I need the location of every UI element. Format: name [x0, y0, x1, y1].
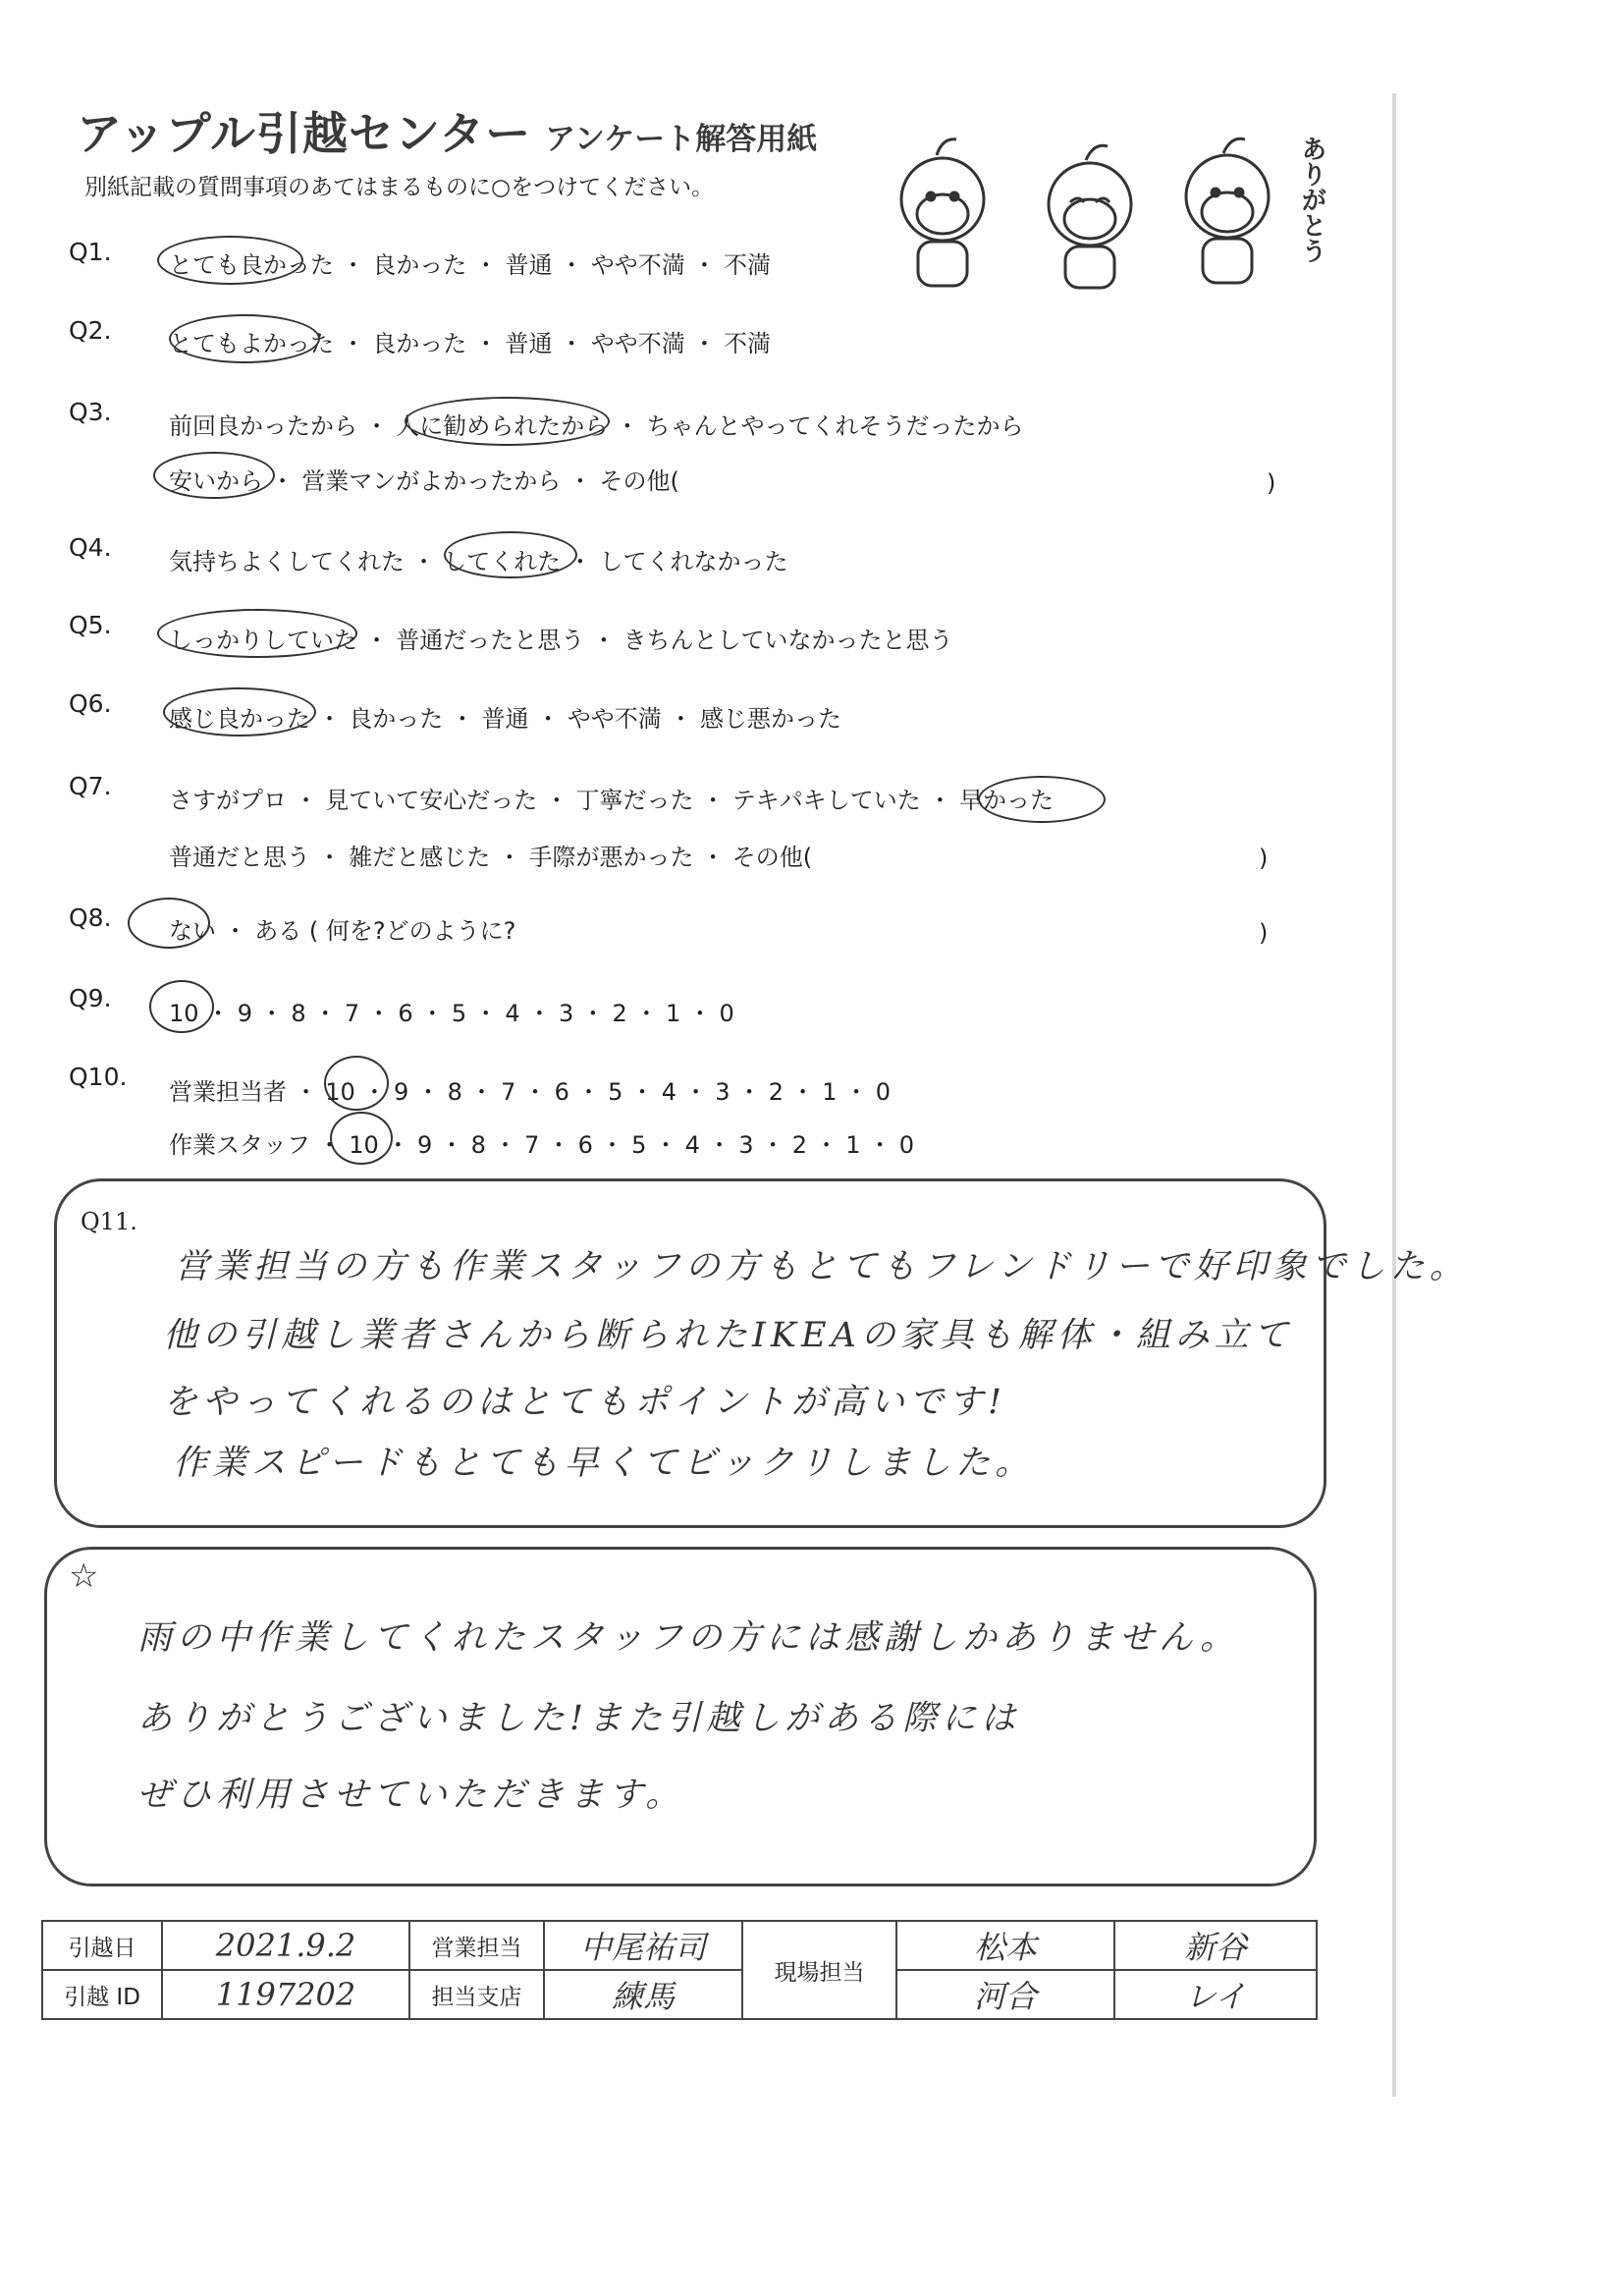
note-line-2: ありがとうございました!また引越しがある際には	[137, 1699, 1021, 1738]
q10-label: Q10.	[69, 1063, 128, 1091]
note-line-3: ぜひ利用させていただきます。	[137, 1776, 685, 1815]
q8-label: Q8.	[69, 903, 112, 932]
page-edge-shadow	[1392, 93, 1396, 2097]
site-staff-1: 松本	[896, 1921, 1114, 1970]
q7-close-paren: )	[1259, 845, 1269, 872]
q4-options: 気持ちよくしてくれた ・ してくれた ・ してくれなかった	[169, 548, 788, 575]
monkey-icon	[901, 139, 984, 286]
q11-label: Q11.	[81, 1208, 137, 1235]
q11-line-3: をやってくれるのはとてもポイントが高いです!	[163, 1383, 1007, 1422]
q10-sales-scale: 営業担当者 ・ 10 ・ 9 ・ 8 ・ 7 ・ 6 ・ 5 ・ 4 ・ 3 ・ 2 ・ 1 ・ 0	[169, 1078, 892, 1106]
q6-answer-circle	[163, 687, 316, 737]
q11-line-1: 営業担当の方も作業スタッフの方もとてもフレンドリーで好印象でした。	[175, 1247, 1469, 1286]
q11-line-2: 他の引越し業者さんから断られたIKEAの家具も解体・組み立て	[163, 1316, 1293, 1355]
q5-answer-circle	[157, 609, 357, 658]
form-title: アンケート解答用紙	[545, 122, 818, 157]
branch-label: 担当支店	[409, 1970, 544, 2019]
site-staff-2: 新谷	[1114, 1921, 1317, 1970]
move-id-value: 1197202	[162, 1970, 409, 2019]
monkey-icon	[1049, 145, 1131, 288]
q8-answer-circle	[128, 898, 210, 949]
q5-label: Q5.	[69, 611, 112, 639]
branch-value: 練馬	[544, 1970, 742, 2019]
q4-label: Q4.	[69, 533, 112, 562]
move-id-label: 引越 ID	[42, 1970, 162, 2019]
q3-answer-circle-2	[153, 452, 275, 499]
q4-answer-circle	[444, 531, 577, 578]
move-info-table	[41, 1920, 1318, 2020]
instruction-text: 別紙記載の質問事項のあてはまるものに○をつけてください。	[84, 175, 715, 200]
q3-label: Q3.	[69, 398, 112, 426]
q5-options: しっかりしていた ・ 普通だったと思う ・ きちんとしていなかったと思う	[169, 627, 953, 654]
monkey-icon	[1186, 138, 1269, 283]
move-date-label: 引越日	[42, 1921, 162, 1970]
q6-label: Q6.	[69, 689, 112, 718]
q7-options-line1: さすがプロ ・ 見ていて安心だった ・ 丁寧だった ・ テキパキしていた ・ 早かった	[169, 787, 1055, 814]
q3-answer-circle	[405, 397, 610, 446]
q2-answer-circle	[169, 314, 320, 363]
q7-options-line2: 普通だと思う ・ 雑だと感じた ・ 手際が悪かった ・ その他(	[169, 844, 813, 871]
q1-label: Q1.	[69, 238, 112, 266]
q1-options: とても良かった ・ 良かった ・ 普通 ・ やや不満 ・ 不満	[169, 251, 772, 279]
sales-rep-label: 営業担当	[409, 1921, 544, 1970]
sales-rep-name: 中尾祐司	[544, 1921, 742, 1970]
q7-label: Q7.	[69, 772, 112, 800]
q3-close-paren: )	[1267, 469, 1276, 497]
q9-scale: 10 ・ 9 ・ 8 ・ 7 ・ 6 ・ 5 ・ 4 ・ 3 ・ 2 ・ 1 ・ 0	[169, 1000, 734, 1027]
brand-logo-text: アップル引越センター	[77, 107, 532, 160]
q10-staff-scale: 作業スタッフ ・ 10 ・ 9 ・ 8 ・ 7 ・ 6 ・ 5 ・ 4 ・ 3 ・ 2 ・ 1 ・ 0	[169, 1131, 915, 1159]
q10-sales-answer-circle	[324, 1056, 389, 1111]
q3-options-line1: 前回良かったから ・ 人に勧められたから ・ ちゃんとやってくれそうだったから	[169, 412, 1024, 440]
q2-options: とてもよかった ・ 良かった ・ 普通 ・ やや不満 ・ 不満	[169, 330, 772, 357]
q6-options: 感じ良かった ・ 良かった ・ 普通 ・ やや不満 ・ 感じ悪かった	[169, 705, 842, 733]
site-staff-4: レイ	[1114, 1970, 1317, 2019]
q8-options: ない ・ ある ( 何を?どのように?	[169, 917, 516, 945]
site-staff-3: 河合	[896, 1970, 1114, 2019]
q11-line-4: 作業スピードもとても早くてビックリしました。	[173, 1444, 1035, 1483]
q1-answer-circle	[157, 236, 303, 285]
q7-answer-circle	[978, 776, 1106, 823]
mascot-arigatou-text: ありがとう	[1297, 136, 1326, 263]
q10-staff-answer-circle	[330, 1112, 393, 1165]
q9-label: Q9.	[69, 984, 112, 1012]
q2-label: Q2.	[69, 316, 112, 345]
monkey-mascots-illustration	[874, 116, 1335, 302]
star-icon: ☆	[69, 1557, 99, 1596]
site-staff-label: 現場担当	[742, 1921, 896, 2019]
q3-options-line2: 安いから ・ 営業マンがよかったから ・ その他(	[169, 467, 679, 495]
brand-header	[77, 98, 817, 163]
q9-answer-circle	[149, 980, 214, 1033]
q8-close-paren: )	[1259, 919, 1269, 947]
move-date-value: 2021.9.2	[162, 1921, 409, 1970]
note-line-1: 雨の中作業してくれたスタッフの方には感謝しかありません。	[137, 1618, 1240, 1658]
